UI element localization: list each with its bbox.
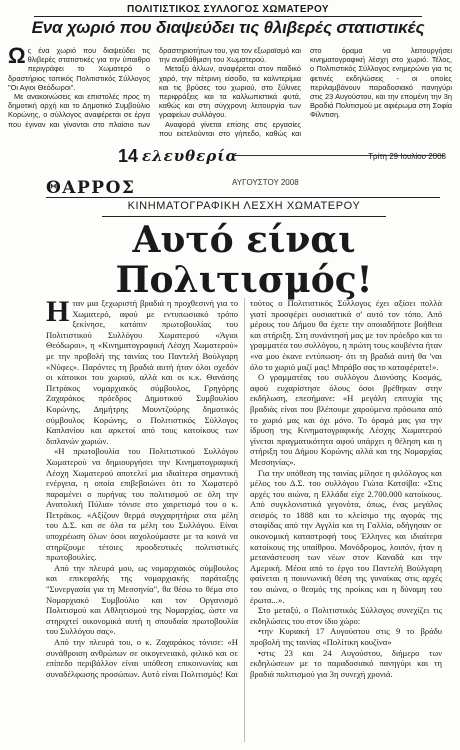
event-list-item: •την Κυριακή 17 Αυγούστου στις 9 το βράδυ προβολή της ταινίας «Πολίτικη κουζίνα» xyxy=(250,626,442,647)
kicker-rule xyxy=(34,16,422,17)
body-paragraph: Ηταν μια ξεχωριστή βραδιά η προχθεσινή για το Χωματερό, αφού με εντυπωσιακό τρόπο ξεκίνησε, κατόπιν πρωτοβουλίας του Πολιτιστικού Συλλόγου Χωματερού «Άγιοι Θεόδωροι», η «Κινηματογραφική Λέσχη Χωματερού» με την προβολή της ταινίας του Παντελή Βούλγαρη «Νύφες». Παρόντες τη βραδιά αυτή ήταν όλοι σχεδόν οι κάτοικοι του χωριού, αλλά και οι κ.κ. Θανάσης Πετράκος νομαρχιακός σύμβουλος, Γρηγόρης Ζαχαράκος πρόεδρος Δημοτικού Συμβουλίου Κορώνης, Δημήτρης Μουντζούρης δημοτικός σύμβουλος Κορώνης, ο Πολιτιστικός Σύλλογος Καπλανίου και αρκετοί από τους κατοίκους των διπλανών χωριών. xyxy=(46,298,238,446)
body-paragraph: Για την υπόθεση της ταινίας μίλησε η φιλόλογος και μέλος του Δ.Σ. του συλλόγου Γιώτα Κατσίβα: «Στις αρχές του αιώνα, η Ελλάδα είχε 2.700.000 κατοίκους. Από συγκλονιστικά γεγονότα, όπως, ένας μεγάλος σεισμός το 1888 και το κλείσιμο της αγοράς της σταφίδας από την Αγγλία και τη Γαλλία, οδήγησαν σε οικονομική καταστροφή τους Έλληνες και ιδιαίτερα κατοίκους της υπαίθρου. Μονόδρομος, λοιπόν, ήταν η μετανάστευση των νέων στον Καναδά και την Αμερική. Μέσα από το έργο του Παντελή Βούλγαρη φαίνεται η ποιυνωνική θέση της γυναίκας στις αρχές του αιώνα, ο θεσμός της προίκας και η δύναμη του έρωτα...». xyxy=(250,467,442,605)
headline-line: Πολιτισμός! xyxy=(115,259,373,301)
newspaper-name: ελευθερία xyxy=(142,147,239,165)
article-headline xyxy=(42,220,446,300)
body-paragraph: Ο γραμματέας του συλλόγου Διονύσης Κοσμάς, αφού ευχαρίστησε όλους όσοι βρέθηκαν στην εκδήλωση, επεσήμανε: «Η μεγάλη επιτυχία της βραδιάς είναι που βλέπουμε χαρούμενα πρόσωπα από το χωριό μας και όχι μόνο. Το όραμά μας για την ίδρυση της Κινηματογραφικής Λέσχης Χωματερού γίνεται πραγματικότητα αφού υπάρχει η θέληση και η στήριξη του Δήμου Κορώνης αλλά και της Νομαρχίας Μεσσηνίας». xyxy=(250,372,442,467)
publication-date: Τρίτη 29 Ιουλίου 2008 xyxy=(368,152,446,161)
body-paragraph: Στο μεταξύ, ο Πολιτιστικός Σύλλογος συνεχίζει τις εκδηλώσεις του στον ίδιο χώρο: xyxy=(250,605,442,626)
article-kicker: ΚΙΝΗΜΑΤΟΓΡΑΦΙΚΗ ΛΕΣΧΗ ΧΩΜΑΤΕΡΟΥ xyxy=(127,200,361,212)
clipping-eleftheria xyxy=(4,4,452,166)
body-paragraph: «Η πρωτοβουλία του Πολιτιστικού Συλλόγου Χωματερού να δημιουργήσει την Κινηματογραφική Λέσχη Χωματερού αποτελεί μια ιδιαίτερα σημαντική ενέργεια, η οποία επιβεβαιώνει ότι το Χωματερό παραμένει ο πυρήνας του πολιτισμού σε όλη την Ανατολική Πύλια» τόνισε στο χαιρετισμό του ο κ. Πετράκος. «Αξίζουν θερμά συγχαρητήρια στα μέλη του Δ.Σ. και σε όλα τα μέλη του Συλλόγου. Είναι υποχρέωση όλων όσοι ασχολούμαστε με τα κοινά να στηρίζουμε τέτοιες προοδευτικές πολιτιστικές πρωτοβουλίες. xyxy=(46,446,238,563)
body-paragraph: Από την πλευρά μου, ως νομαρχιακός σύμβουλος και επικεφαλής της νομαρχιακής παράταξης "Συνεργασία για τη Μεσσηνία", θα θέσω το θέμα στο Νομαρχιακό Συμβούλιο και τον Οργανισμό Πολιτισμού και Αθλητισμού της Νομαρχίας, ώστε να στηριχτεί οικονομικά αυτή η σπουδαία πρωτοβουλία του Συλλόγου σας». xyxy=(46,562,238,637)
drop-cap: Η xyxy=(46,298,70,328)
body-paragraph: Αναφορά γίνεται επίσης στις εργασίες που εκτελούνται στο γήπεδο, καθώς και στο όραμα να λειτουργήσει κινηματογραφική λέσχη στο χωριό. Τέλος, ο Πολιτιστικός Σύλλογος ενημερώνει για τις φετινές εκδηλώσεις - οι οποίες περιλαμβάνουν παραδοσιακό πανηγύρι στις 23 Αυγούστου, και την επομένη την 3η Βραδιά Πολιτισμού με αφιέρωμα στη Σοφία Φίλντιση. xyxy=(159,46,452,138)
body-paragraph: Με ανακοινώσεις και επιστολές προς τη δημοτική αρχή και το Δημοτικό Συμβούλιο Κορώνης, ο σύλλογος αναφέρεται σε έργα που έγιναν και γίνονται στο πλαίσιο των δραστηριοτήτων του, για τον εξωραϊσμό και την αναβάθμιση του Χωματερού. xyxy=(8,46,301,129)
publication-date: ΑΥΓΟΥΣΤΟΥ 2008 xyxy=(232,178,299,187)
article-body xyxy=(8,46,452,146)
event-list-item: •στις 23 και 24 Αυγούστου, διήμερο των εκδηλώσεων με το παραδοσιακό πανηγύρι και τη βραδιά πολιτισμού για 3η συνεχή χρονιά. xyxy=(250,647,442,679)
body-paragraph: Ως ένα χωριό που διαψεύδει τις θλιβερές στατιστικές για την ύπαιθρο περιγράφει το Χωματερό ο δραστήριος τοπικός Πολιτιστικός Σύλλογος "Οι Αγιοι Θεόδωροι". xyxy=(8,46,150,92)
page-number: 14 xyxy=(118,146,139,166)
kicker-rule xyxy=(102,216,386,217)
drop-cap: Ω xyxy=(8,46,26,68)
article-kicker: ΠΟΛΙΤΙΣΤΙΚΟΣ ΣΥΛΛΟΓΟΣ ΧΩΜΑΤΕΡΟΥ xyxy=(127,4,329,15)
newspaper-masthead: ΘΑΡΡΟΣ xyxy=(46,178,136,198)
body-paragraph: Από την πλευρά του, ο κ. Ζαχαράκος τόνισε: «Η συνάθροιση ανθρώπων σε οικογενειακό, φιλικό και σε επίπεδο περιβάλλον είναι υπόθεση επικοινωνίας και συναδέλφωσης προσώπων. Αυτό είναι Πολιτισμός! Και τούτος ο Πολιτιστικός Σύλλογος έχει αξίσει πολλά γιατί προσφέρει ουσιαστικά σ' αυτό τον τόπο. Από μέρους του Δήμου θα έχετε την οποιαδήποτε βοήθεια και στήριξη. Στη συνάντησή μας με τον πρόεδρο και το γραμματέα του συλλόγου, η πρώτη τους κουβέντα ήταν «να μου έκανε εντύπωση- ότι τη βραδιά αυτή θα 'ναι όλο το χωριό μαζί μας! Μπράβο σας το καταφέρατε!». xyxy=(46,298,442,679)
clipping-tharros xyxy=(42,174,446,746)
article-headline: Ενα χωριό που διαψεύδει τις θλιβερές στατιστικές xyxy=(31,18,425,37)
page-footer xyxy=(114,148,454,166)
masthead-rule xyxy=(46,197,440,198)
headline-line: Αυτό είναι xyxy=(132,219,356,261)
article-body xyxy=(46,298,442,742)
body-paragraph: Μεταξύ άλλων, αναφέρεται στον παιδικό χαρό, την πέτρινη είσοδο, τα καλντερίμια και τις βρύσες του χωριού, στο ξύλινες περιφράξεις και τα καλλωπιστικά φυτά, καθώς και στη σύγχρονη λειτουργία των γραφείων συλλόγου. xyxy=(159,64,301,120)
